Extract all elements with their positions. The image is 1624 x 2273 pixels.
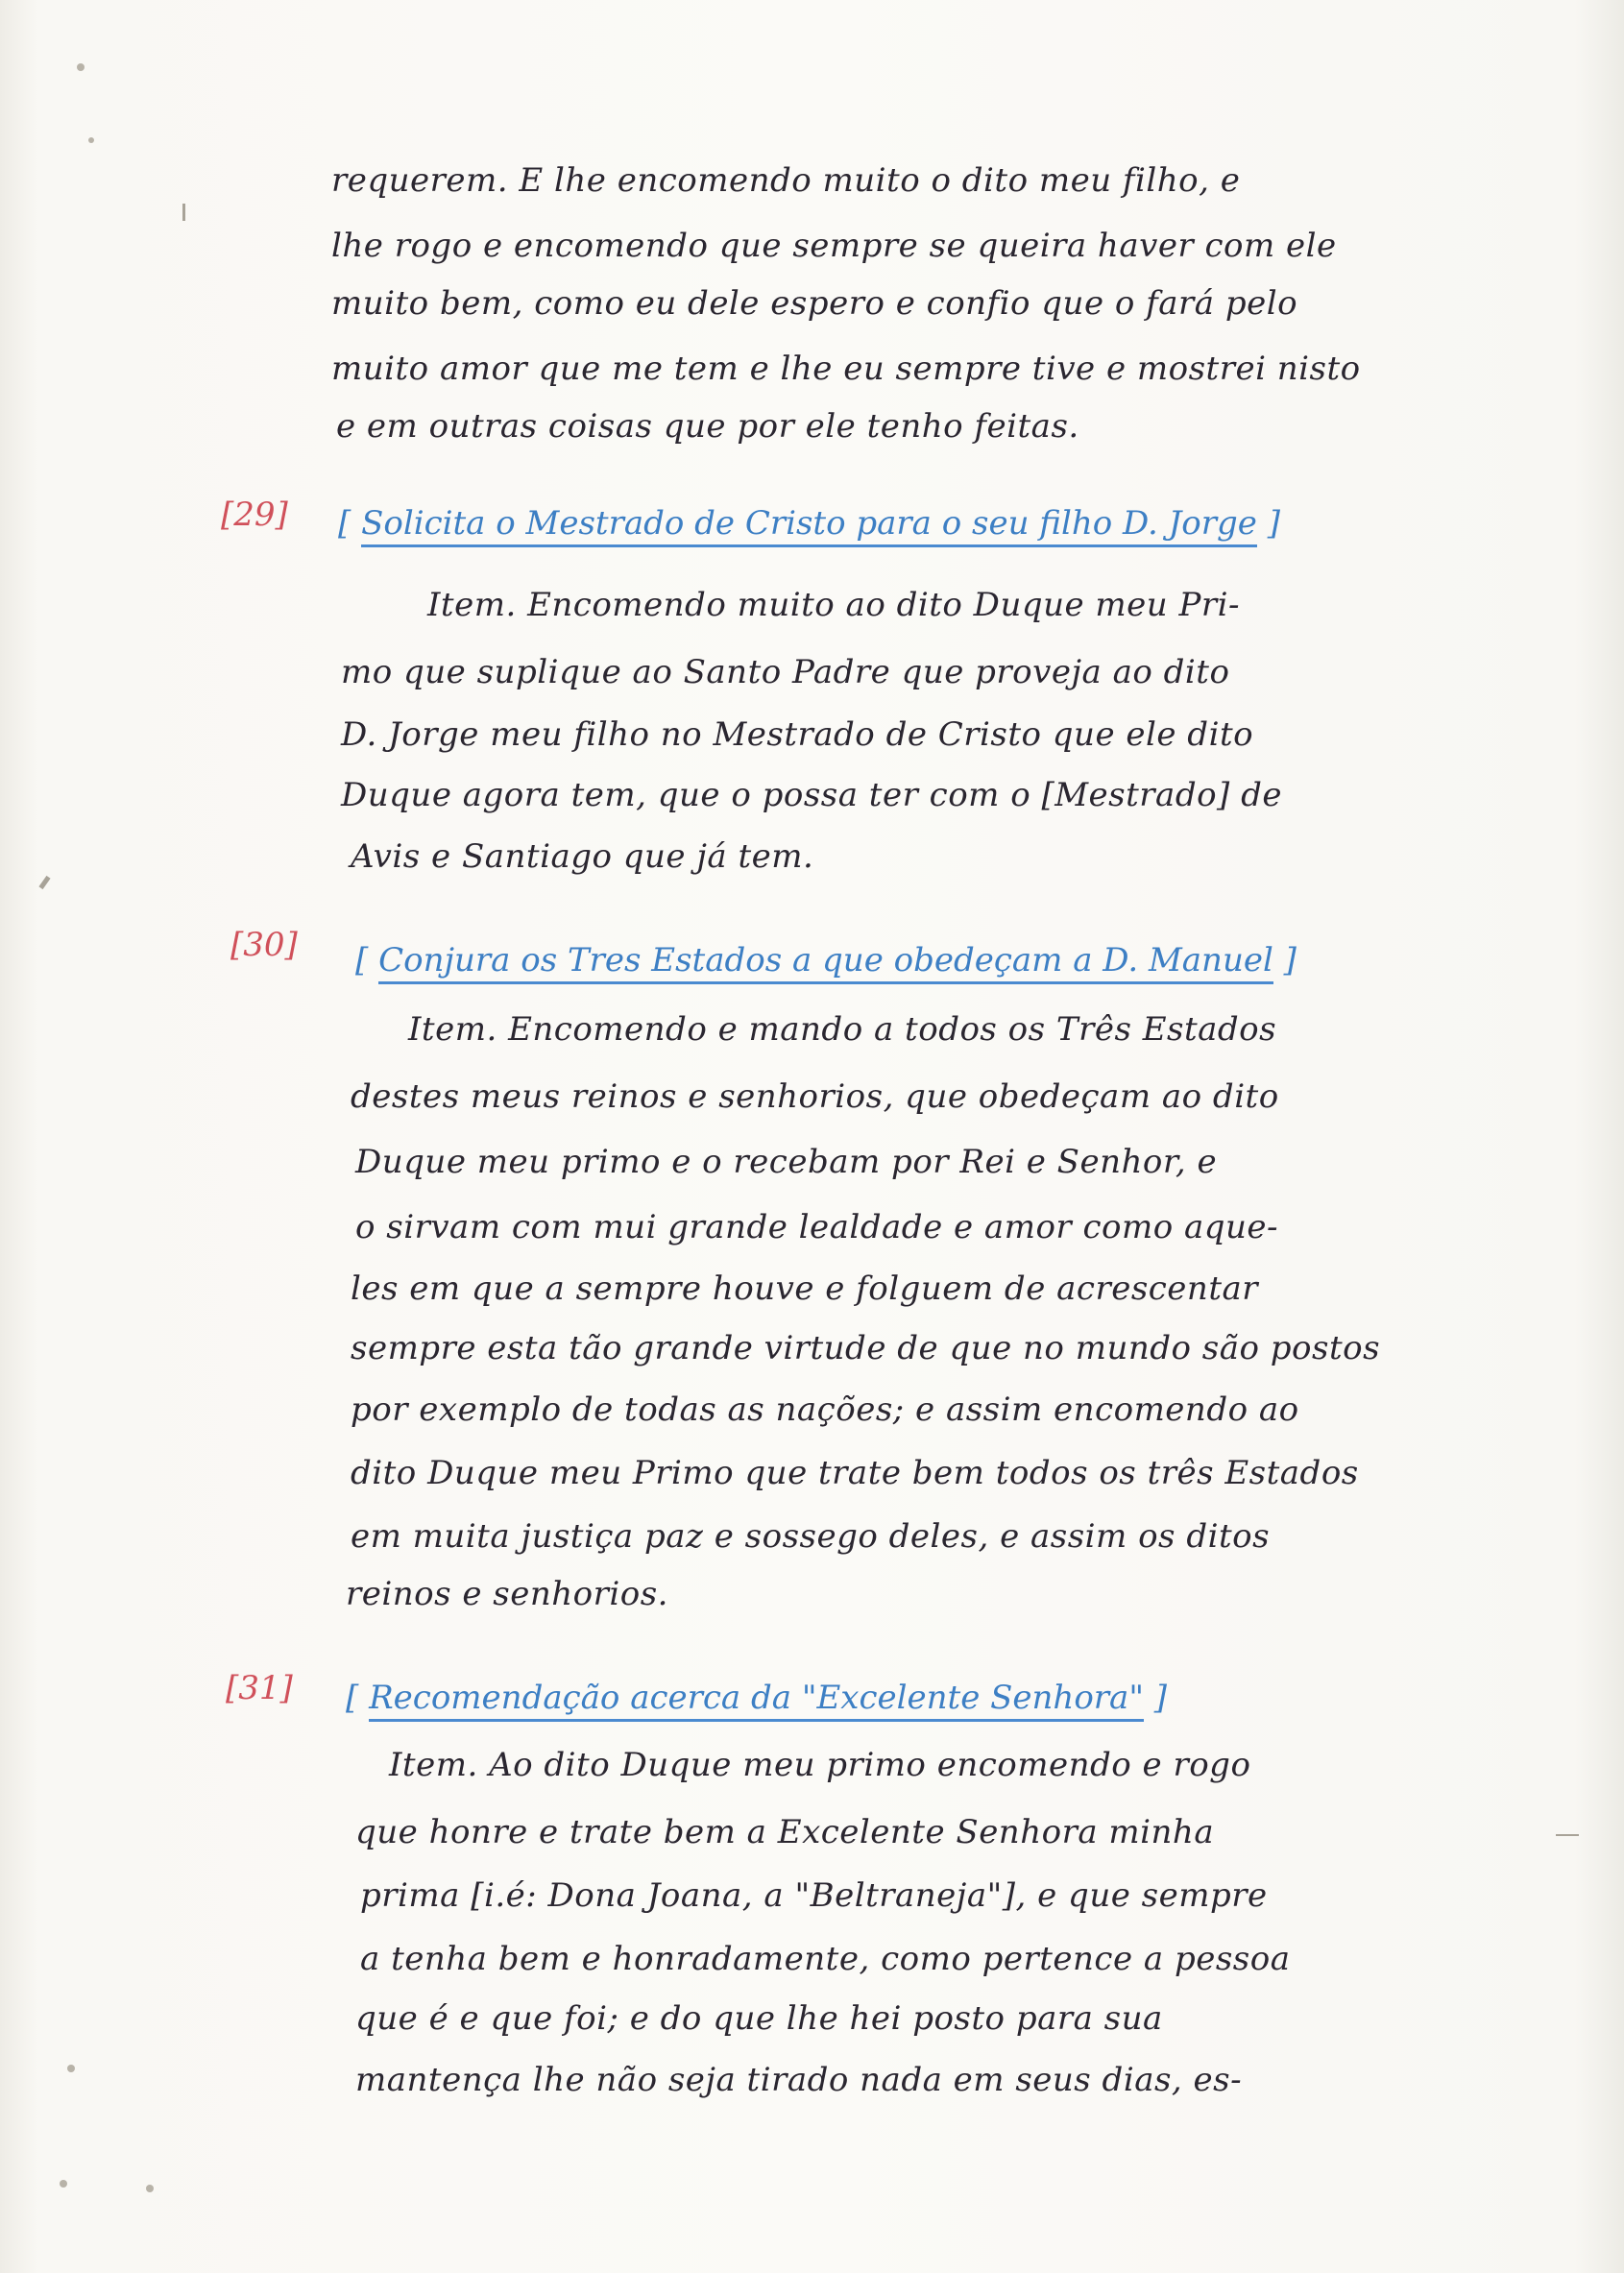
heading-text-30: Conjura os Tres Estados a que obedeçam a D. Manuel bbox=[378, 941, 1273, 984]
section-heading-30 bbox=[355, 941, 1297, 979]
heading-bracket-close: ] bbox=[1267, 504, 1280, 543]
s31-line-4: a tenha bem e honradamente, como pertence a pessoa bbox=[360, 1940, 1291, 1978]
section-number-31: [31] bbox=[226, 1669, 293, 1707]
s30-line-9: em muita justiça paz e sossego deles, e assim os ditos bbox=[351, 1517, 1271, 1556]
heading-bracket-close: ] bbox=[1153, 1679, 1168, 1717]
intro-line-1: requerem. E lhe encomendo muito o dito meu filho, e bbox=[331, 161, 1241, 200]
s29-line-4: Duque agora tem, que o possa ter com o [Mestrado] de bbox=[341, 776, 1283, 814]
binding-hole bbox=[146, 2185, 154, 2192]
binding-hole bbox=[60, 2180, 67, 2188]
s31-line-2: que honre e trate bem a Excelente Senhora minha bbox=[355, 1813, 1215, 1851]
heading-bracket-open: [ bbox=[338, 504, 351, 543]
intro-line-5: e em outras coisas que por ele tenho feitas. bbox=[336, 407, 1079, 446]
binding-hole bbox=[67, 2065, 75, 2072]
s29-line-1: Item. Encomendo muito ao dito Duque meu Pri- bbox=[427, 586, 1240, 624]
s31-line-6: mantença lhe não seja tirado nada em seus dias, es- bbox=[355, 2061, 1243, 2099]
s30-line-3: Duque meu primo e o recebam por Rei e Senhor, e bbox=[355, 1143, 1218, 1181]
paper-speck bbox=[38, 876, 50, 889]
section-heading-31 bbox=[346, 1679, 1167, 1717]
intro-line-2: lhe rogo e encomendo que sempre se queira haver com ele bbox=[331, 227, 1337, 265]
s31-line-3: prima [i.é: Dona Joana, a "Beltraneja"], e que sempre bbox=[360, 1876, 1268, 1915]
heading-text-29: Solicita o Mestrado de Cristo para o seu filho D. Jorge bbox=[361, 504, 1257, 547]
heading-bracket-close: ] bbox=[1283, 941, 1297, 979]
paper-speck bbox=[1556, 1834, 1579, 1836]
s29-line-3: D. Jorge meu filho no Mestrado de Cristo que ele dito bbox=[341, 715, 1254, 754]
s30-line-4: o sirvam com mui grande lealdade e amor como aque- bbox=[355, 1208, 1279, 1246]
section-number-29: [29] bbox=[221, 496, 288, 534]
section-number-30: [30] bbox=[230, 926, 298, 964]
binding-hole bbox=[77, 63, 85, 71]
s31-line-5: que é e que foi; e do que lhe hei posto para sua bbox=[355, 1999, 1163, 2038]
s30-line-8: dito Duque meu Primo que trate bem todos os três Estados bbox=[351, 1454, 1359, 1492]
s29-line-5: Avis e Santiago que já tem. bbox=[351, 837, 814, 876]
s30-line-1: Item. Encomendo e mando a todos os Três Estados bbox=[408, 1010, 1277, 1049]
heading-bracket-open: [ bbox=[355, 941, 369, 979]
s30-line-6: sempre esta tão grande virtude de que no mundo são postos bbox=[351, 1329, 1381, 1367]
intro-line-3: muito bem, como eu dele espero e confio que o fará pelo bbox=[331, 284, 1298, 323]
paper-speck bbox=[182, 204, 185, 221]
s30-line-2: destes meus reinos e senhorios, que obedeçam ao dito bbox=[351, 1077, 1279, 1116]
intro-line-4: muito amor que me tem e lhe eu sempre tive e mostrei nisto bbox=[331, 350, 1361, 388]
heading-bracket-open: [ bbox=[346, 1679, 359, 1717]
section-heading-29 bbox=[338, 504, 1280, 543]
s30-line-5: les em que a sempre houve e folguem de acrescentar bbox=[351, 1269, 1259, 1308]
s29-line-2: mo que suplique ao Santo Padre que proveja ao dito bbox=[341, 653, 1230, 691]
s31-line-1: Item. Ao dito Duque meu primo encomendo e rogo bbox=[389, 1746, 1251, 1784]
binding-hole bbox=[88, 137, 94, 143]
s30-line-7: por exemplo de todas as nações; e assim encomendo ao bbox=[351, 1390, 1299, 1429]
s30-line-10: reinos e senhorios. bbox=[346, 1575, 668, 1613]
heading-text-31: Recomendação acerca da "Excelente Senhora" bbox=[369, 1679, 1144, 1722]
